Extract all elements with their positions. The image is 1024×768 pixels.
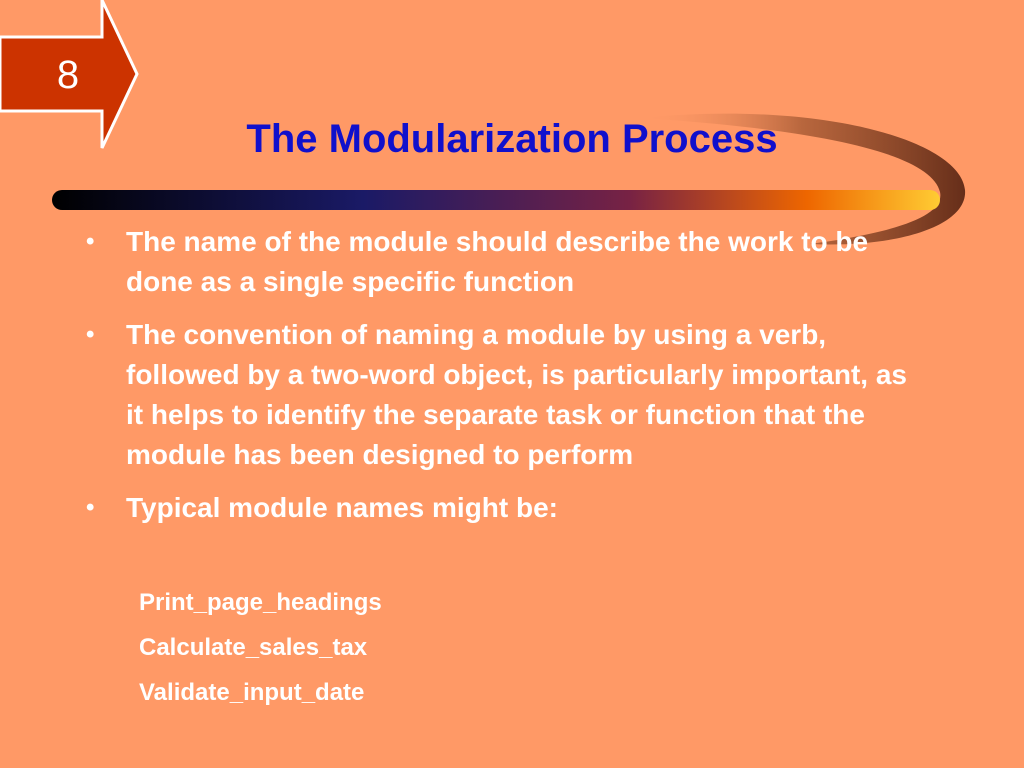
slide-number: 8 bbox=[56, 53, 80, 97]
example-module-name: Validate_input_date bbox=[139, 679, 365, 706]
bullet-text: The convention of naming a module by using a verb, followed by a two-word object, is particularly important, as it helps to identify the separate task or function that the module has been designed to perform bbox=[126, 319, 908, 470]
bullet-list bbox=[86, 222, 916, 541]
example-module-name: Calculate_sales_tax bbox=[139, 634, 368, 661]
bullet-dot-icon: • bbox=[86, 228, 95, 255]
bullet-item bbox=[86, 488, 916, 528]
bullet-dot-icon: • bbox=[86, 321, 95, 348]
slide-title: The Modularization Process bbox=[246, 117, 778, 161]
bullet-text: The name of the module should describe the work to be done as a single specific function bbox=[126, 226, 869, 297]
bullet-dot-icon: • bbox=[86, 494, 95, 521]
bullet-item bbox=[86, 315, 916, 475]
bullet-text: Typical module names might be: bbox=[126, 492, 559, 523]
example-module-name: Print_page_headings bbox=[139, 589, 382, 616]
bullet-item bbox=[86, 222, 916, 302]
example-module-names bbox=[139, 580, 382, 715]
